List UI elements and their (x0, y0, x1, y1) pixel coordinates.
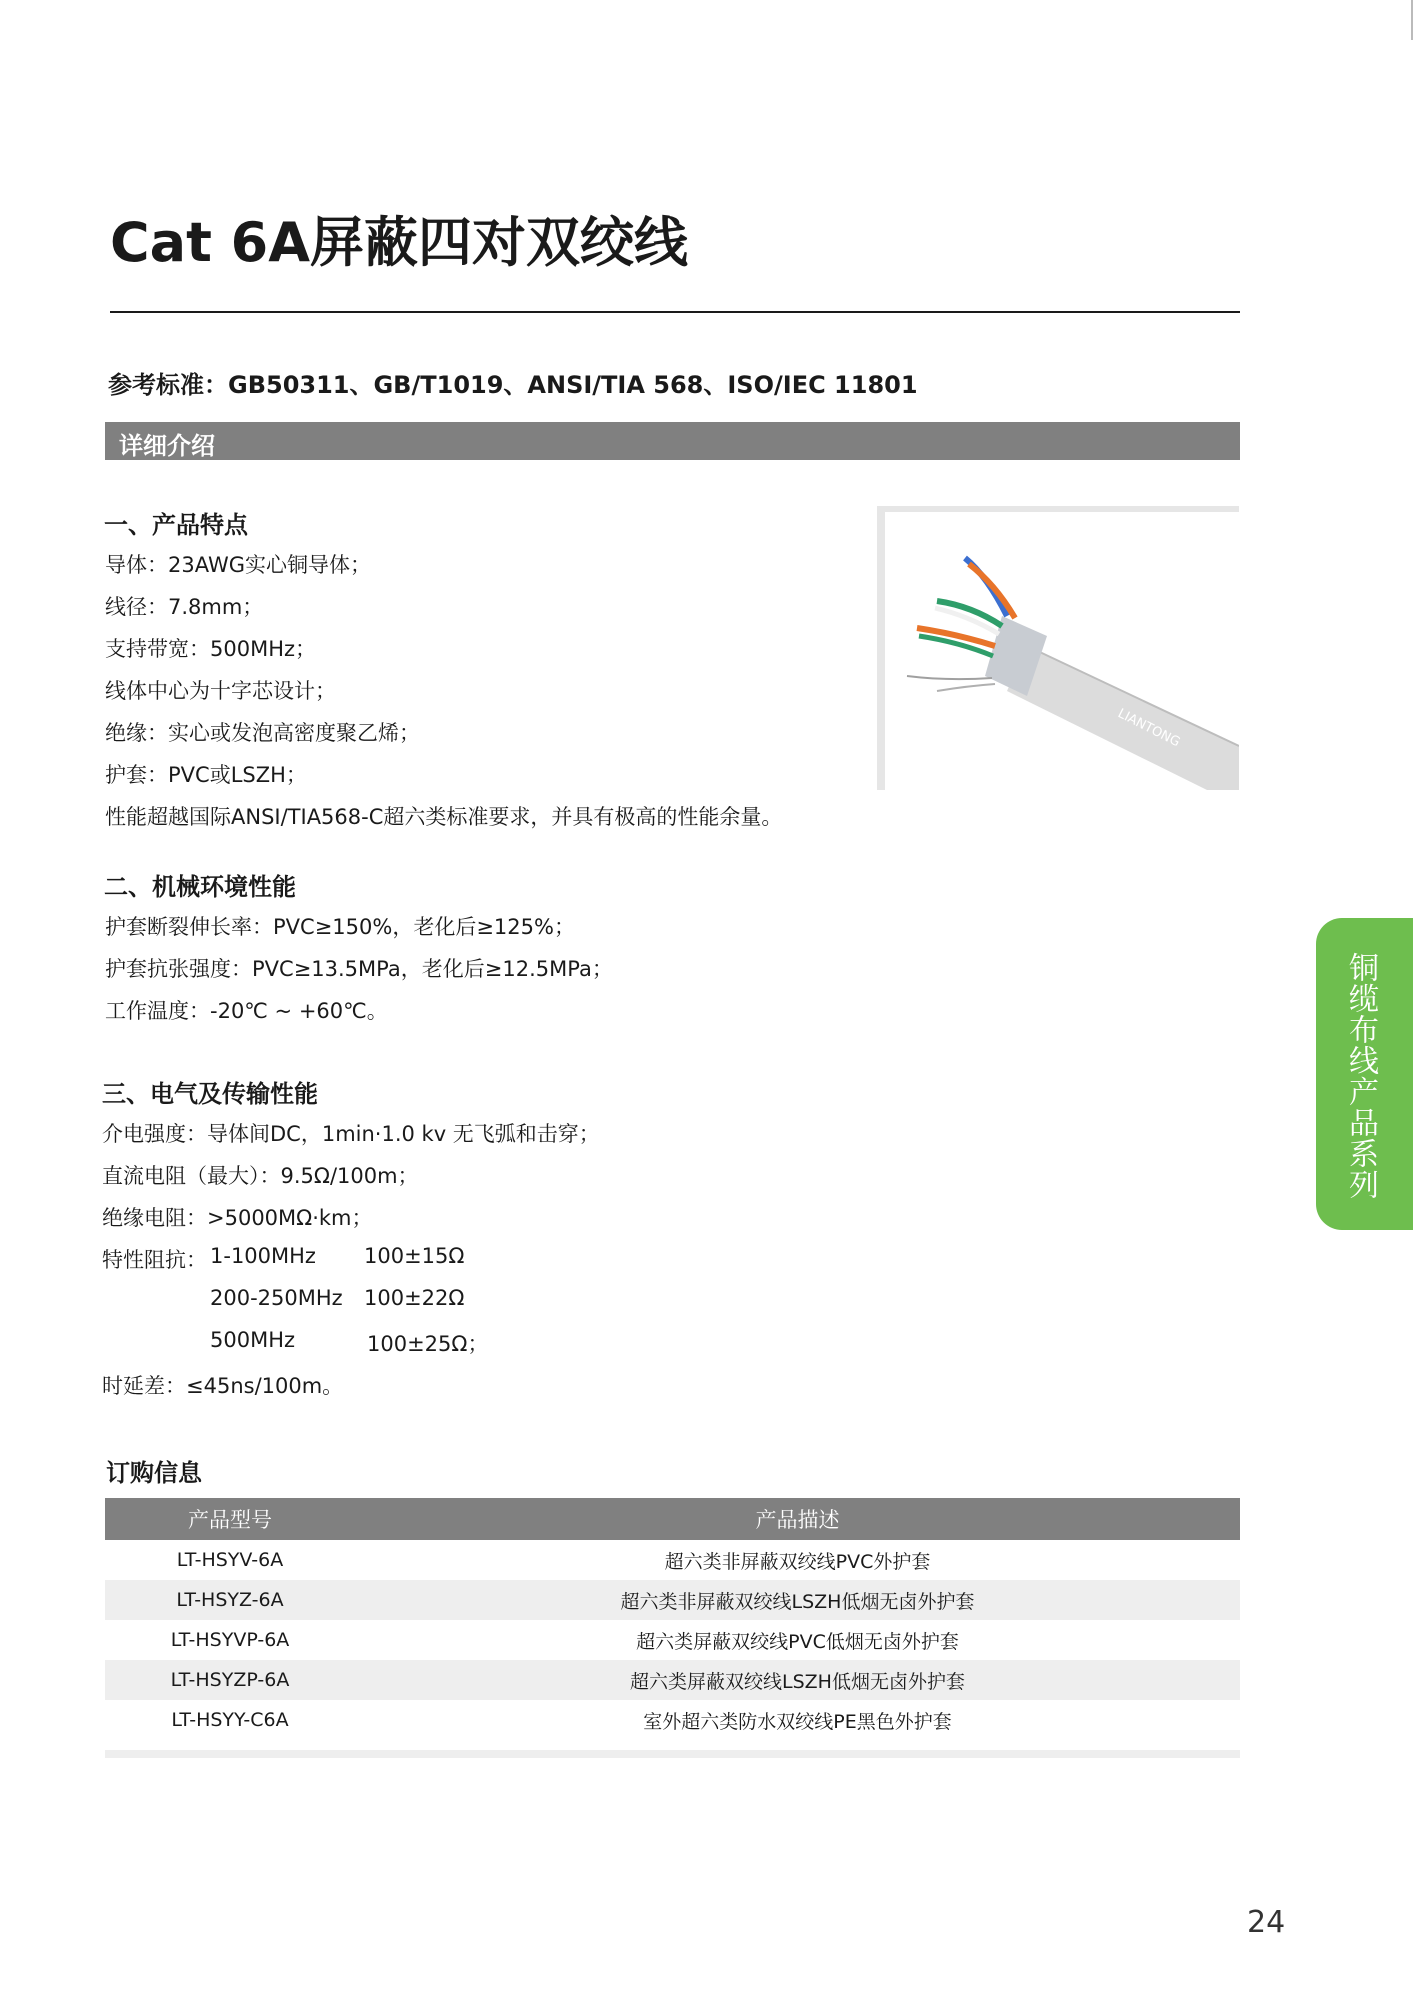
feature-line: 绝缘：实心或发泡高密度聚乙烯； (105, 721, 420, 745)
feature-line: 导体：23AWG实心铜导体； (105, 553, 371, 577)
reference-standard: 参考标准：GB50311、GB/T1019、ANSI/TIA 568、ISO/IEC 11801 (108, 371, 918, 399)
impedance-freq: 1-100MHz (210, 1244, 316, 1268)
title-divider (110, 311, 1240, 313)
impedance-value: 100±25Ω； (367, 1332, 489, 1356)
section1-heading: 一、产品特点 (104, 511, 248, 539)
impedance-value: 100±15Ω (364, 1244, 465, 1268)
category-side-tab (1316, 918, 1413, 1230)
order-info-heading: 订购信息 (106, 1459, 202, 1487)
detail-section-bar (105, 422, 1240, 460)
model-cell: LT-HSYV-6A (105, 1540, 355, 1580)
table-row (105, 1540, 1240, 1580)
impedance-freq: 500MHz (210, 1328, 296, 1352)
order-table (105, 1498, 1240, 1740)
category-side-tab-label: 铜缆布线产品系列 (1343, 952, 1378, 1200)
electrical-line: 绝缘电阻：>5000MΩ·km； (102, 1206, 373, 1230)
impedance-value: 100±22Ω (364, 1286, 465, 1310)
table-row (105, 1700, 1240, 1740)
feature-line: 线体中心为十字芯设计； (105, 679, 336, 703)
table-bottom-band (105, 1750, 1240, 1758)
cable-print-label: LIANTONG (1115, 706, 1183, 751)
table-row (105, 1660, 1240, 1700)
table-row (105, 1580, 1240, 1620)
mechanical-line: 护套抗张强度：PVC≥13.5MPa，老化后≥12.5MPa； (105, 957, 613, 981)
feature-line: 性能超越国际ANSI/TIA568-C超六类标准要求，并具有极高的性能余量。 (105, 805, 783, 829)
model-cell: LT-HSYY-C6A (105, 1700, 355, 1740)
description-cell: 超六类非屏蔽双绞线PVC外护套 (355, 1540, 1240, 1580)
section3-heading: 三、电气及传输性能 (102, 1080, 318, 1108)
detail-section-label: 详细介绍 (119, 432, 215, 460)
mechanical-line: 护套断裂伸长率：PVC≥150%，老化后≥125%； (105, 915, 575, 939)
feature-line: 护套：PVC或LSZH； (105, 763, 307, 787)
cable-product-image (877, 506, 1239, 790)
page-title: Cat 6A屏蔽四对双绞线 (110, 211, 689, 274)
impedance-label: 特性阻抗： (102, 1248, 207, 1272)
model-cell: LT-HSYVP-6A (105, 1620, 355, 1660)
description-cell: 超六类屏蔽双绞线PVC低烟无卤外护套 (355, 1620, 1240, 1660)
description-cell: 超六类非屏蔽双绞线LSZH低烟无卤外护套 (355, 1580, 1240, 1620)
table-row (105, 1620, 1240, 1660)
description-cell: 室外超六类防水双绞线PE黑色外护套 (355, 1700, 1240, 1740)
header-model: 产品型号 (105, 1498, 355, 1540)
description-cell: 超六类屏蔽双绞线LSZH低烟无卤外护套 (355, 1660, 1240, 1700)
mechanical-line: 工作温度：-20℃ ~ +60℃。 (105, 999, 388, 1023)
delay-skew-line: 时延差：≤45ns/100m。 (102, 1374, 344, 1398)
feature-line: 支持带宽：500MHz； (105, 637, 317, 661)
header-description: 产品描述 (355, 1498, 1240, 1540)
impedance-freq: 200-250MHz (210, 1286, 343, 1310)
electrical-line: 介电强度：导体间DC，1min·1.0 kv 无飞弧和击穿； (102, 1122, 600, 1146)
electrical-line: 直流电阻（最大）：9.5Ω/100m； (102, 1164, 419, 1188)
page-number: 24 (1247, 1905, 1286, 1940)
model-cell: LT-HSYZ-6A (105, 1580, 355, 1620)
model-cell: LT-HSYZP-6A (105, 1660, 355, 1700)
feature-line: 线径：7.8mm； (105, 595, 264, 619)
order-table-header (105, 1498, 1240, 1540)
cable-illustration (877, 506, 1239, 790)
section2-heading: 二、机械环境性能 (104, 873, 296, 901)
